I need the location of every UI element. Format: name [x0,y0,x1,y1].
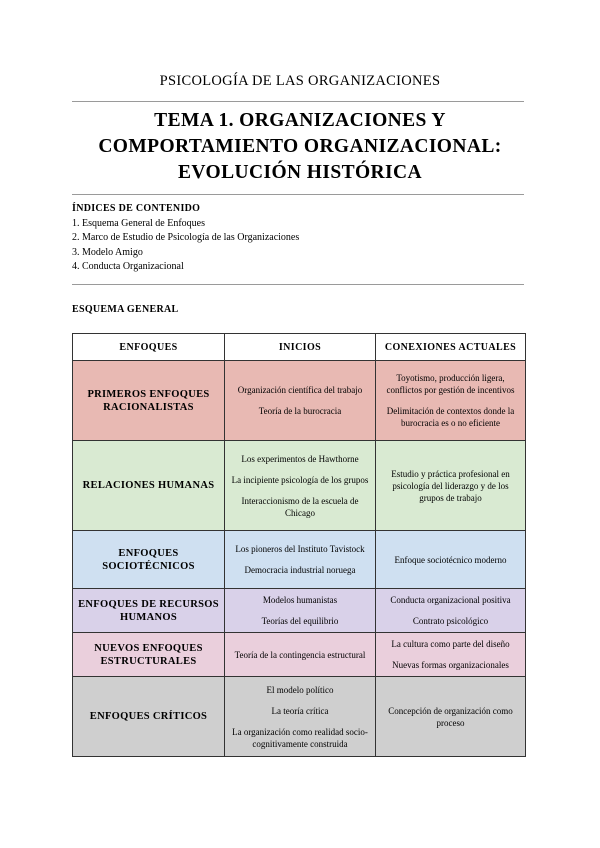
title-line: COMPORTAMIENTO ORGANIZACIONAL: [98,136,502,157]
conexion-item: Delimitación de contextos donde la burocracia es o no eficiente [386,406,515,428]
conexiones-cell [376,441,526,531]
inicios-cell [225,633,376,677]
enfoque-cell: PRIMEROS ENFOQUES RACIONALISTAS [73,361,225,441]
section-heading: ESQUEMA GENERAL [72,304,179,315]
conexiones-cell [376,361,526,441]
column-header: CONEXIONES ACTUALES [376,334,526,361]
inicios-cell [225,531,376,589]
column-header: ENFOQUES [73,334,225,361]
inicio-item: Los experimentos de Hawthorne [241,453,359,464]
table-row [73,589,526,633]
conexion-item: Toyotismo, producción ligera, conflictos por gestión de incentivos [386,373,515,395]
title-divider [72,194,524,195]
inicio-item: Teoría de la contingencia estructural [234,649,366,660]
toc-item: 4. Conducta Organizacional [72,261,184,272]
conexiones-cell [376,531,526,589]
table-row [73,633,526,677]
table-header-row [73,334,526,361]
enfoque-cell: NUEVOS ENFOQUES ESTRUCTURALES [73,633,225,677]
inicio-item: La incipiente psicología de los grupos [231,474,369,485]
inicios-cell [225,589,376,633]
table-of-contents [72,202,532,275]
inicio-item: Los pioneros del Instituto Tavistock [235,544,365,554]
conexion-item: Enfoque sociotécnico moderno [394,554,507,565]
title-line: EVOLUCIÓN HISTÓRICA [178,162,422,183]
inicio-item: La organización como realidad socio-cognitivamente construida [232,726,368,749]
toc-item: 3. Modelo Amigo [72,246,143,258]
table-row [73,531,526,589]
conexion-item: Contrato psicológico [412,616,489,626]
enfoque-cell: ENFOQUES CRÍTICOS [73,677,225,757]
enfoque-cell: RELACIONES HUMANAS [73,441,225,531]
conexiones-cell [376,633,526,677]
conexion-item: Estudio y práctica profesional en psicología del liderazgo y de los grupos de trabajo [391,468,510,503]
table-row [73,361,526,441]
document-title [60,108,540,186]
toc-item: 1. Esquema General de Enfoques [72,217,206,229]
enfoque-cell: ENFOQUES SOCIOTÉCNICOS [73,531,225,589]
toc-divider [72,284,524,285]
inicio-item: Teorías del equilibrio [261,616,339,626]
inicios-cell [225,361,376,441]
enfoque-cell: ENFOQUES DE RECURSOS HUMANOS [73,589,225,633]
inicios-cell [225,677,376,757]
conexiones-cell [376,589,526,633]
enfoques-table [72,333,526,757]
title-line: TEMA 1. ORGANIZACIONES Y [154,110,446,131]
document-header: PSICOLOGÍA DE LAS ORGANIZACIONES [159,73,441,89]
conexion-item: La cultura como parte del diseño [391,639,510,649]
toc-heading: ÍNDICES DE CONTENIDO [72,203,201,214]
conexion-item: Concepción de organización como proceso [388,705,513,728]
inicio-item: El modelo político [266,684,334,695]
inicio-item: Interaccionismo de la escuela de Chicago [241,495,359,518]
conexion-item: Conducta organizacional positiva [390,595,511,605]
inicio-item: Democracia industrial noruega [244,565,356,575]
inicio-item: Modelos humanistas [262,595,338,605]
inicio-item: Organización científica del trabajo [237,385,363,395]
inicios-cell [225,441,376,531]
conexiones-cell [376,677,526,757]
column-header: INICIOS [225,334,376,361]
toc-item: 2. Marco de Estudio de Psicología de las Organizaciones [72,232,300,243]
inicio-item: La teoría crítica [271,705,329,716]
conexion-item: Nuevas formas organizacionales [392,660,509,670]
inicio-item: Teoría de la burocracia [258,406,342,416]
table-row [73,677,526,757]
table-row [73,441,526,531]
header-divider [72,101,524,102]
